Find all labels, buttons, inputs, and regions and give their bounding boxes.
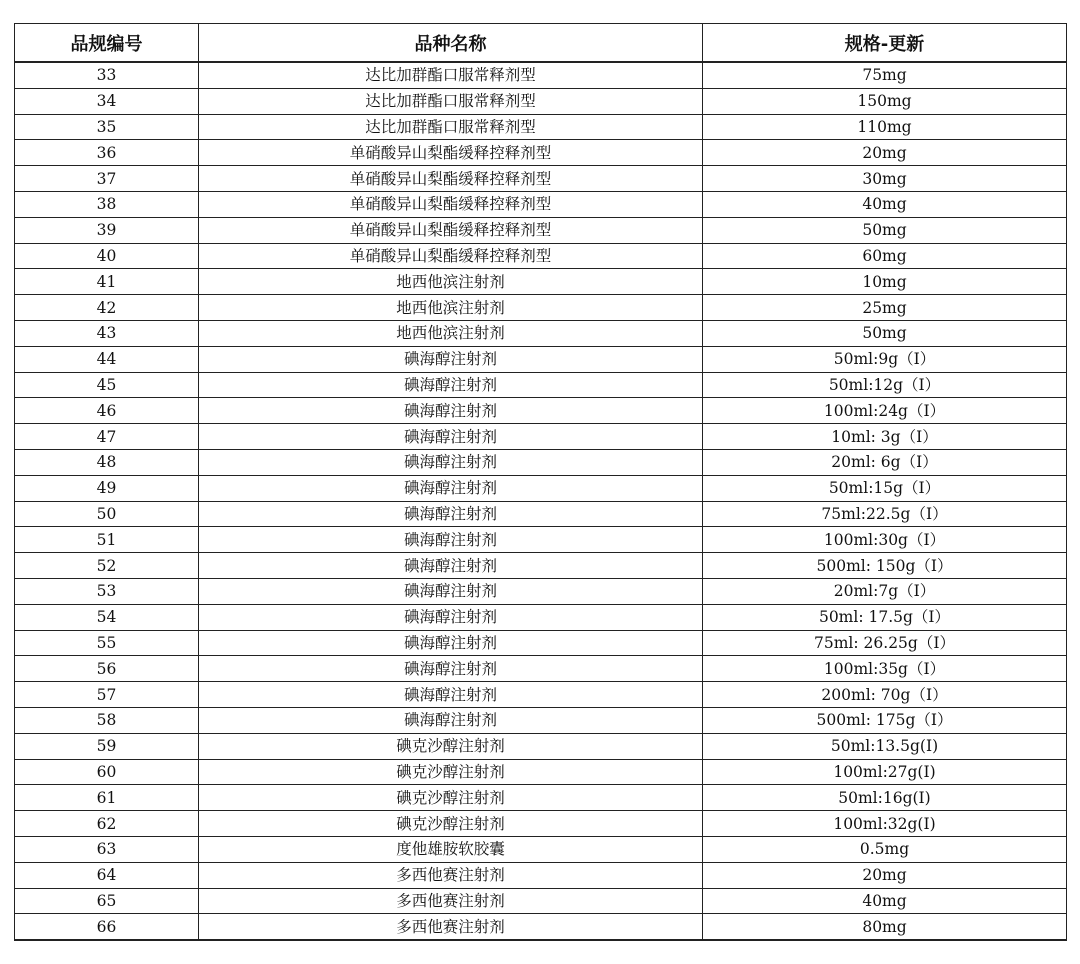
cell-variety-name: 碘海醇注射剂 <box>199 527 703 553</box>
table-row <box>15 811 1067 837</box>
table-row <box>15 914 1067 940</box>
cell-specification: 60mg <box>703 243 1067 269</box>
cell-spec-number: 55 <box>15 630 199 656</box>
cell-spec-number: 36 <box>15 140 199 166</box>
cell-variety-name: 碘克沙醇注射剂 <box>199 733 703 759</box>
cell-spec-number: 64 <box>15 862 199 888</box>
cell-specification: 110mg <box>703 114 1067 140</box>
cell-spec-number: 59 <box>15 733 199 759</box>
cell-specification: 75mg <box>703 62 1067 88</box>
cell-variety-name: 碘克沙醇注射剂 <box>199 785 703 811</box>
cell-variety-name: 碘海醇注射剂 <box>199 682 703 708</box>
cell-spec-number: 42 <box>15 295 199 321</box>
cell-variety-name: 地西他滨注射剂 <box>199 320 703 346</box>
table-row <box>15 707 1067 733</box>
cell-spec-number: 48 <box>15 449 199 475</box>
cell-specification: 10ml: 3g（Ⅰ） <box>703 424 1067 450</box>
cell-spec-number: 52 <box>15 553 199 579</box>
cell-spec-number: 49 <box>15 475 199 501</box>
cell-variety-name: 碘海醇注射剂 <box>199 656 703 682</box>
cell-spec-number: 51 <box>15 527 199 553</box>
table-row <box>15 140 1067 166</box>
cell-variety-name: 碘海醇注射剂 <box>199 398 703 424</box>
cell-specification: 20ml:7g（Ⅰ） <box>703 578 1067 604</box>
table-row <box>15 630 1067 656</box>
table-row <box>15 398 1067 424</box>
cell-variety-name: 单硝酸异山梨酯缓释控释剂型 <box>199 243 703 269</box>
cell-specification: 100ml:30g（Ⅰ） <box>703 527 1067 553</box>
cell-variety-name: 单硝酸异山梨酯缓释控释剂型 <box>199 217 703 243</box>
cell-specification: 50ml:12g（Ⅰ） <box>703 372 1067 398</box>
cell-specification: 80mg <box>703 914 1067 940</box>
drug-spec-table-container <box>14 23 1066 941</box>
cell-spec-number: 40 <box>15 243 199 269</box>
table-row <box>15 475 1067 501</box>
cell-variety-name: 多西他赛注射剂 <box>199 914 703 940</box>
cell-variety-name: 单硝酸异山梨酯缓释控释剂型 <box>199 191 703 217</box>
cell-variety-name: 碘海醇注射剂 <box>199 707 703 733</box>
cell-specification: 25mg <box>703 295 1067 321</box>
cell-specification: 50mg <box>703 320 1067 346</box>
header-spec-number: 品规编号 <box>15 24 199 63</box>
table-row <box>15 553 1067 579</box>
table-row <box>15 449 1067 475</box>
cell-specification: 100ml:24g（Ⅰ） <box>703 398 1067 424</box>
cell-variety-name: 单硝酸异山梨酯缓释控释剂型 <box>199 166 703 192</box>
cell-specification: 40mg <box>703 191 1067 217</box>
cell-specification: 75ml:22.5g（Ⅰ） <box>703 501 1067 527</box>
header-variety-name: 品种名称 <box>199 24 703 63</box>
cell-specification: 20mg <box>703 140 1067 166</box>
table-row <box>15 114 1067 140</box>
cell-spec-number: 34 <box>15 88 199 114</box>
cell-specification: 75ml: 26.25g（Ⅰ） <box>703 630 1067 656</box>
table-row <box>15 191 1067 217</box>
cell-spec-number: 44 <box>15 346 199 372</box>
cell-variety-name: 碘海醇注射剂 <box>199 475 703 501</box>
cell-specification: 100ml:35g（Ⅰ） <box>703 656 1067 682</box>
cell-spec-number: 33 <box>15 62 199 88</box>
cell-spec-number: 57 <box>15 682 199 708</box>
cell-variety-name: 达比加群酯口服常释剂型 <box>199 62 703 88</box>
header-specification: 规格-更新 <box>703 24 1067 63</box>
cell-spec-number: 58 <box>15 707 199 733</box>
cell-spec-number: 46 <box>15 398 199 424</box>
cell-specification: 50ml: 17.5g（Ⅰ） <box>703 604 1067 630</box>
cell-variety-name: 度他雄胺软胶囊 <box>199 836 703 862</box>
table-row <box>15 888 1067 914</box>
cell-specification: 0.5mg <box>703 836 1067 862</box>
cell-spec-number: 63 <box>15 836 199 862</box>
table-row <box>15 62 1067 88</box>
cell-specification: 20ml: 6g（Ⅰ） <box>703 449 1067 475</box>
cell-specification: 200ml: 70g（Ⅰ） <box>703 682 1067 708</box>
cell-specification: 150mg <box>703 88 1067 114</box>
cell-specification: 50ml:13.5g(Ⅰ) <box>703 733 1067 759</box>
cell-spec-number: 60 <box>15 759 199 785</box>
table-row <box>15 424 1067 450</box>
table-row <box>15 320 1067 346</box>
table-row <box>15 269 1067 295</box>
table-header <box>15 24 1067 63</box>
cell-variety-name: 单硝酸异山梨酯缓释控释剂型 <box>199 140 703 166</box>
cell-specification: 50ml:9g（Ⅰ） <box>703 346 1067 372</box>
cell-spec-number: 41 <box>15 269 199 295</box>
cell-specification: 500ml: 150g（Ⅰ） <box>703 553 1067 579</box>
cell-spec-number: 61 <box>15 785 199 811</box>
cell-variety-name: 地西他滨注射剂 <box>199 269 703 295</box>
table-row <box>15 604 1067 630</box>
cell-variety-name: 碘海醇注射剂 <box>199 604 703 630</box>
cell-specification: 50ml:15g（Ⅰ） <box>703 475 1067 501</box>
table-row <box>15 733 1067 759</box>
cell-specification: 20mg <box>703 862 1067 888</box>
cell-spec-number: 50 <box>15 501 199 527</box>
cell-specification: 30mg <box>703 166 1067 192</box>
cell-spec-number: 39 <box>15 217 199 243</box>
header-row <box>15 24 1067 63</box>
table-row <box>15 346 1067 372</box>
cell-spec-number: 45 <box>15 372 199 398</box>
cell-variety-name: 碘海醇注射剂 <box>199 346 703 372</box>
cell-specification: 50ml:16g(Ⅰ) <box>703 785 1067 811</box>
table-row <box>15 295 1067 321</box>
table-row <box>15 578 1067 604</box>
table-row <box>15 243 1067 269</box>
cell-variety-name: 碘海醇注射剂 <box>199 553 703 579</box>
cell-variety-name: 多西他赛注射剂 <box>199 862 703 888</box>
table-row <box>15 501 1067 527</box>
table-row <box>15 656 1067 682</box>
cell-spec-number: 56 <box>15 656 199 682</box>
table-row <box>15 759 1067 785</box>
cell-variety-name: 达比加群酯口服常释剂型 <box>199 114 703 140</box>
cell-spec-number: 66 <box>15 914 199 940</box>
cell-specification: 10mg <box>703 269 1067 295</box>
table-row <box>15 217 1067 243</box>
cell-specification: 100ml:27g(Ⅰ) <box>703 759 1067 785</box>
cell-variety-name: 碘海醇注射剂 <box>199 501 703 527</box>
table-body <box>15 62 1067 940</box>
cell-spec-number: 43 <box>15 320 199 346</box>
cell-spec-number: 37 <box>15 166 199 192</box>
table-row <box>15 682 1067 708</box>
cell-variety-name: 碘海醇注射剂 <box>199 630 703 656</box>
cell-variety-name: 多西他赛注射剂 <box>199 888 703 914</box>
cell-spec-number: 53 <box>15 578 199 604</box>
cell-spec-number: 35 <box>15 114 199 140</box>
cell-variety-name: 碘海醇注射剂 <box>199 424 703 450</box>
table-row <box>15 836 1067 862</box>
cell-variety-name: 碘海醇注射剂 <box>199 449 703 475</box>
cell-spec-number: 38 <box>15 191 199 217</box>
cell-variety-name: 碘海醇注射剂 <box>199 372 703 398</box>
cell-specification: 500ml: 175g（Ⅰ） <box>703 707 1067 733</box>
cell-variety-name: 地西他滨注射剂 <box>199 295 703 321</box>
cell-specification: 100ml:32g(Ⅰ) <box>703 811 1067 837</box>
table-row <box>15 527 1067 553</box>
table-row <box>15 785 1067 811</box>
cell-variety-name: 碘克沙醇注射剂 <box>199 759 703 785</box>
cell-variety-name: 达比加群酯口服常释剂型 <box>199 88 703 114</box>
cell-spec-number: 54 <box>15 604 199 630</box>
cell-variety-name: 碘海醇注射剂 <box>199 578 703 604</box>
table-row <box>15 372 1067 398</box>
cell-specification: 50mg <box>703 217 1067 243</box>
cell-spec-number: 62 <box>15 811 199 837</box>
table-row <box>15 862 1067 888</box>
table-row <box>15 166 1067 192</box>
cell-specification: 40mg <box>703 888 1067 914</box>
cell-variety-name: 碘克沙醇注射剂 <box>199 811 703 837</box>
cell-spec-number: 47 <box>15 424 199 450</box>
drug-spec-table <box>14 23 1067 941</box>
table-row <box>15 88 1067 114</box>
cell-spec-number: 65 <box>15 888 199 914</box>
